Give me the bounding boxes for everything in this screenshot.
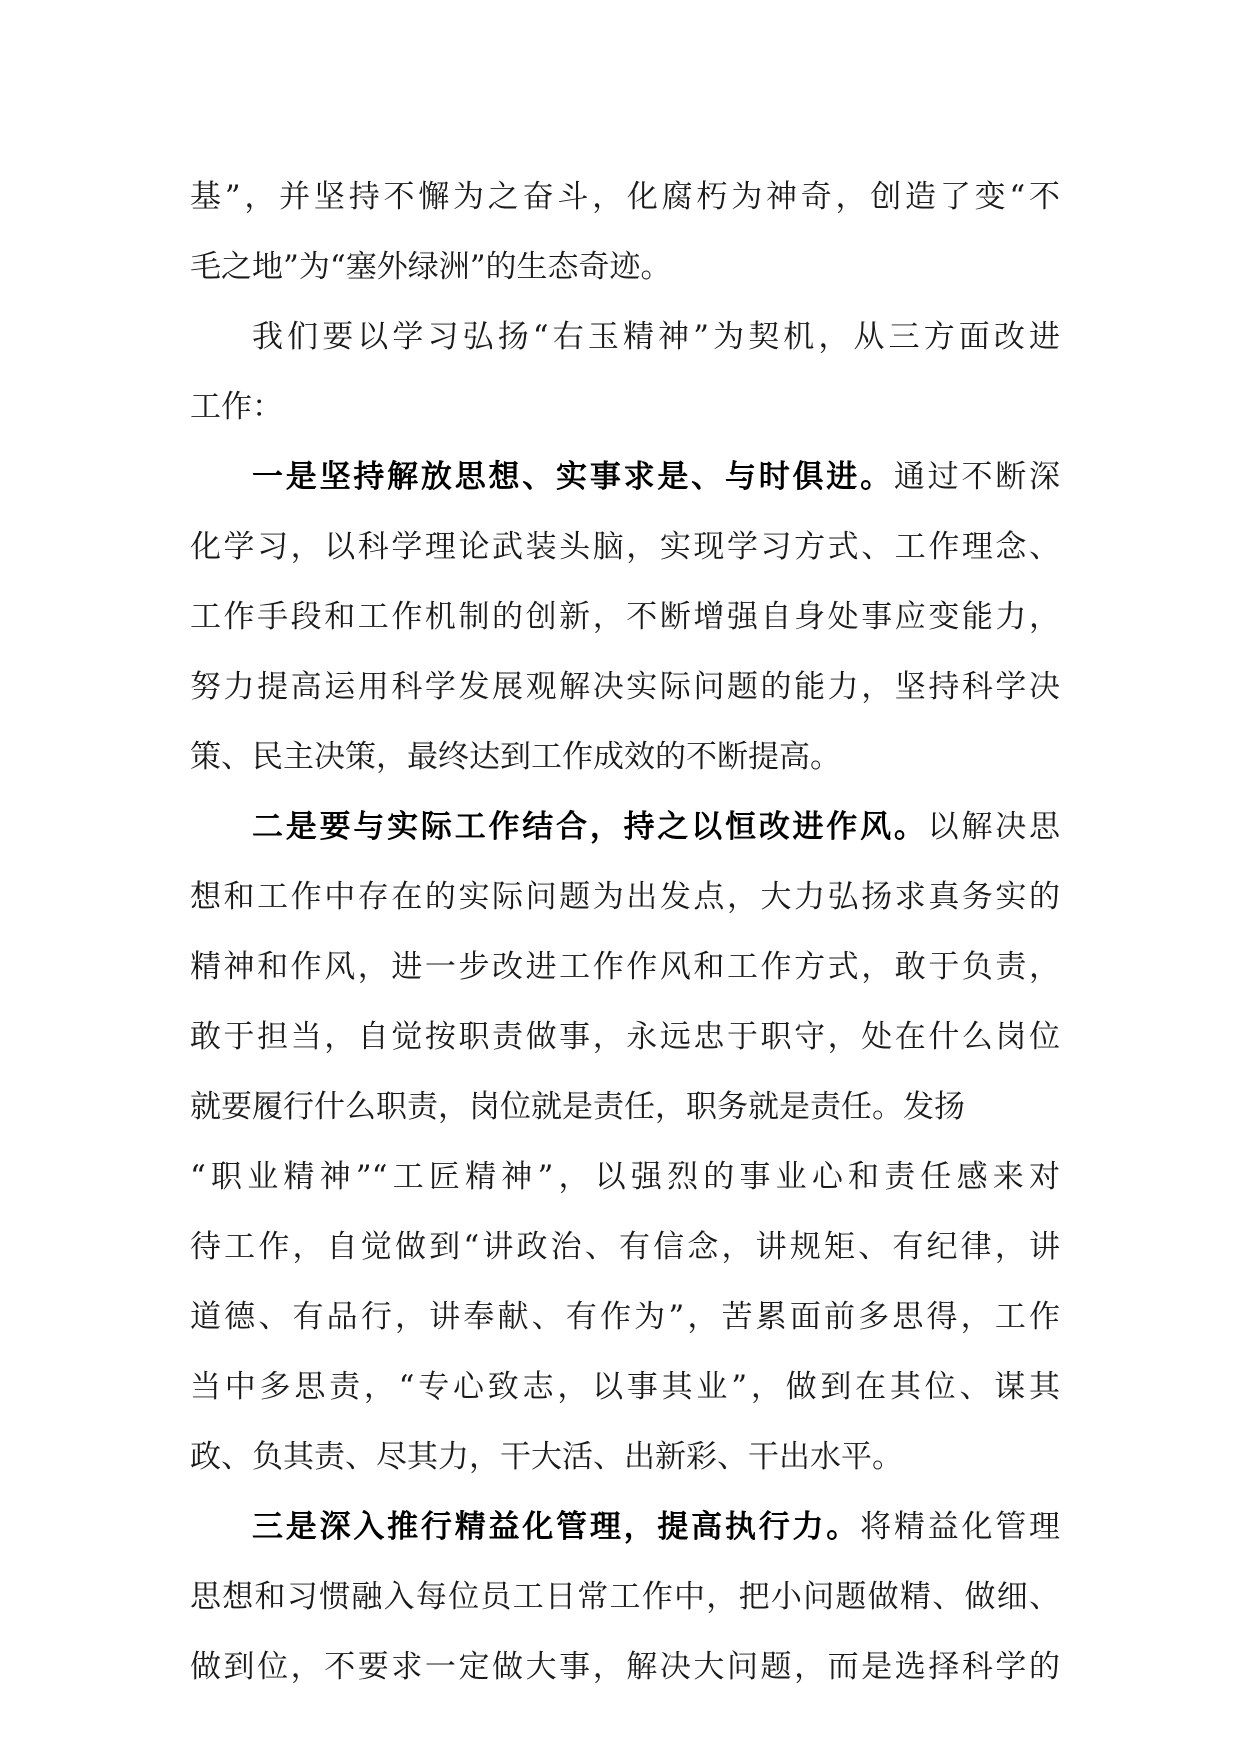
text-line <box>190 442 1060 512</box>
text-line: 精神和作风，进一步改进工作作风和工作方式，敢于负责， <box>190 949 1060 985</box>
point-heading: 二是要与实际工作结合，持之以恒改进作风。 <box>252 809 928 845</box>
text-run: 以解决思 <box>927 809 1061 845</box>
text-line: 思想和习惯融入每位员工日常工作中，把小问题做精、做细、 <box>190 1579 1060 1615</box>
text-line: 工作： <box>190 389 283 425</box>
text-line: 就要履行什么职责，岗位就是责任，职务就是责任。发扬 <box>190 1089 965 1125</box>
text-line: 我们要以学习弘扬“右玉精神”为契机，从三方面改进 <box>252 319 1060 355</box>
text-line <box>190 792 1060 862</box>
document-body <box>190 162 1060 1702</box>
text-run: 通过不断深 <box>893 459 1061 495</box>
text-line: 敢于担当，自觉按职责做事，永远忠于职守，处在什么岗位 <box>190 1019 1060 1055</box>
point-heading: 一是坚持解放思想、实事求是、与时俱进。 <box>252 459 894 495</box>
text-line: 政、负其责、尽其力，干大活、出新彩、干出水平。 <box>190 1439 903 1475</box>
text-line: 策、民主决策，最终达到工作成效的不断提高。 <box>190 739 841 775</box>
text-run: 将精益化管理 <box>860 1509 1061 1545</box>
text-line: 毛之地”为“塞外绿洲”的生态奇迹。 <box>190 249 672 285</box>
text-line: 化学习，以科学理论武装头脑，实现学习方式、工作理念、 <box>190 529 1060 565</box>
text-line <box>190 1492 1060 1562</box>
text-line: 待工作，自觉做到“讲政治、有信念，讲规矩、有纪律，讲 <box>190 1229 1060 1265</box>
text-line: 基”，并坚持不懈为之奋斗，化腐朽为神奇，创造了变“不 <box>190 179 1060 215</box>
text-line: 工作手段和工作机制的创新，不断增强自身处事应变能力， <box>190 599 1060 635</box>
text-line: 道德、有品行，讲奉献、有作为”，苦累面前多思得，工作 <box>190 1299 1060 1335</box>
text-line: 当中多思责，“专心致志，以事其业”，做到在其位、谋其 <box>190 1369 1060 1405</box>
text-line: “职业精神”“工匠精神”，以强烈的事业心和责任感来对 <box>190 1159 1060 1195</box>
point-heading: 三是深入推行精益化管理，提高执行力。 <box>252 1509 861 1545</box>
text-line: 做到位，不要求一定做大事，解决大问题，而是选择科学的 <box>190 1649 1060 1685</box>
text-line: 努力提高运用科学发展观解决实际问题的能力，坚持科学决 <box>190 669 1060 705</box>
text-line: 想和工作中存在的实际问题为出发点，大力弘扬求真务实的 <box>190 879 1060 915</box>
